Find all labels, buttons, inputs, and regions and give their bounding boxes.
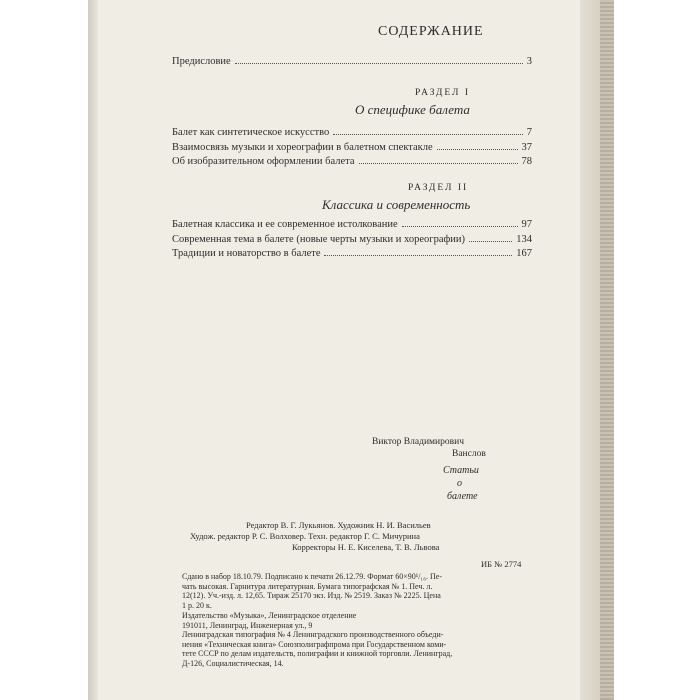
background [614, 0, 700, 700]
toc-row [172, 127, 532, 141]
section-1-title: О специфике балета [355, 102, 470, 117]
imprint-line: тете СССР по делам издательств, полиграфии и книжной торговли. Ленинград, [182, 649, 453, 658]
toc-label: Современная тема в балете (новые черты музыки и хореографии) [172, 234, 466, 245]
toc-row [172, 142, 532, 156]
book-title-line1: Статьи [443, 465, 479, 476]
ib-number: ИБ № 2774 [481, 559, 522, 569]
toc-label: Традиции и новаторство в балете [172, 248, 321, 259]
section-2-number: РАЗДЕЛ II [408, 183, 469, 193]
imprint-line: Д-126, Социалистическая, 14. [182, 658, 284, 668]
toc-page: 97 [521, 219, 532, 230]
credits-line: Корректоры Н. Е. Киселева, Т. В. Львова [292, 542, 440, 552]
toc-heading: СОДЕРЖАНИЕ [378, 24, 484, 39]
imprint-line: нения «Техническая книга» Союзполиграфпрома при Государственном коми- [182, 639, 447, 649]
toc-page: 78 [521, 156, 532, 167]
dot-leader [437, 148, 518, 150]
toc-label: Балет как синтетическое искусство [172, 127, 330, 138]
dot-leader [324, 254, 512, 256]
imprint-line: 1 р. 20 к. [182, 600, 212, 610]
toc-page: 7 [526, 127, 532, 138]
toc-page: 3 [526, 56, 532, 67]
author-name-line1: Виктор Владимирович [372, 437, 464, 447]
cover-edge [580, 0, 600, 700]
page-edge-left [88, 0, 98, 700]
section-2-title: Классика и современность [322, 197, 471, 212]
imprint-line: Сдано в набор 18.10.79. Подписано к печати 26.12.79. Формат 60×90¹/₁₆. Пе- [182, 572, 442, 581]
cover-cloth [600, 0, 614, 700]
toc-page: 134 [516, 234, 532, 245]
credits-line: Худож. редактор Р. С. Волховер. Техн. редактор Г. С. Мичурина [190, 531, 420, 541]
toc-label: Предисловие [172, 56, 231, 67]
credits-line: Редактор В. Г. Лукьянов. Художник Н. И. Васильев [246, 520, 431, 530]
imprint-line: 12(12). Уч.-изд. л. 12,65. Тираж 25170 экз. Изд. № 2519. Заказ № 2225. Цена [182, 591, 441, 600]
toc-label: Балетная классика и ее современное истолкование [172, 219, 398, 230]
toc-page: 37 [521, 142, 532, 153]
author-name-line2: Ванслов [452, 449, 486, 459]
toc-row [172, 156, 532, 170]
imprint-line: чать высокая. Гарнитура литературная. Бумага типографская № 1. Печ. л. [182, 581, 433, 591]
toc-page: 167 [516, 248, 532, 259]
imprint-line: Издательство «Музыка», Ленинградское отделение [182, 611, 357, 620]
dot-leader [469, 240, 512, 242]
section-1-number: РАЗДЕЛ I [415, 88, 471, 98]
dot-leader [333, 133, 523, 135]
toc-row [172, 248, 532, 262]
toc-label: Об изобразительном оформлении балета [172, 156, 355, 167]
dot-leader [359, 162, 518, 164]
toc-row [172, 219, 532, 233]
dot-leader [235, 62, 523, 64]
book-title-line2: о [457, 478, 462, 489]
book-title-line3: балете [447, 491, 478, 502]
imprint-line: Ленинградская типография № 4 Ленинградского производственного объеди- [182, 630, 444, 639]
toc-row-preface [172, 56, 532, 70]
dot-leader [402, 225, 518, 227]
toc-row [172, 234, 532, 248]
toc-label: Взаимосвязь музыки и хореографии в балетном спектакле [172, 142, 433, 153]
imprint-line: 191011, Ленинград, Инженерная ул., 9 [182, 620, 313, 630]
